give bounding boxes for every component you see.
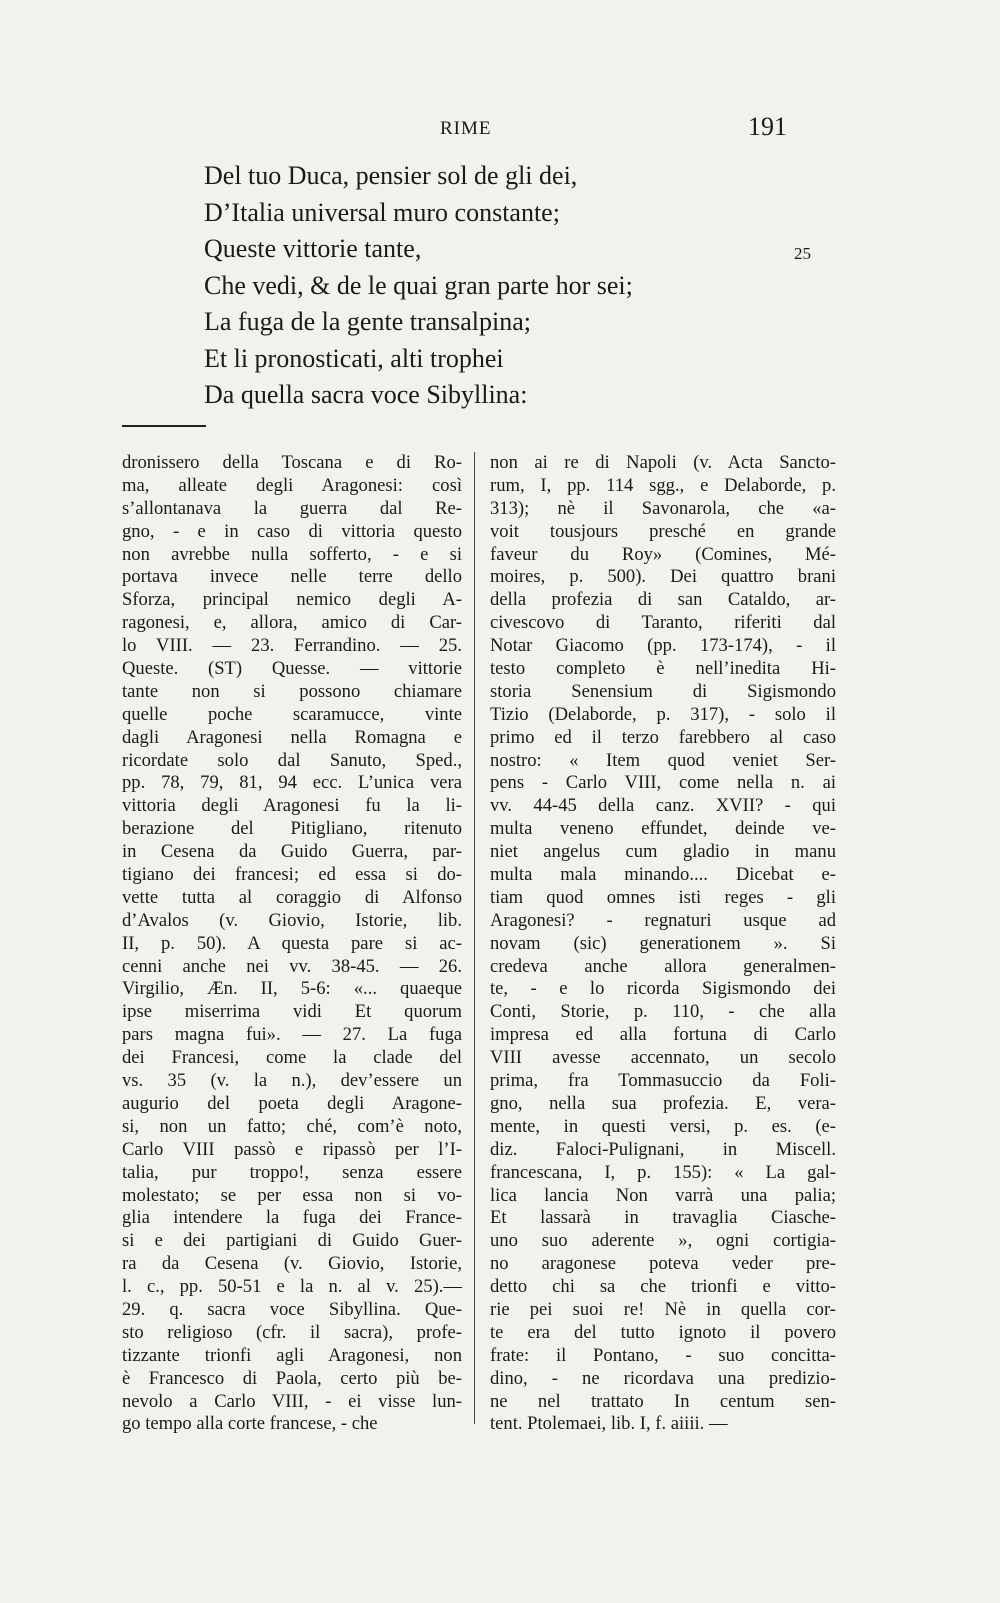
note-line: go tempo alla corte francese, - che — [122, 1413, 378, 1435]
poem-line: Che vedi, & de le quai gran parte hor sei; — [204, 270, 633, 300]
note-line: vs. 35 (v. la n.), dev’essere un — [122, 1070, 462, 1092]
note-line: ipse miserrima vidi Et quorum — [122, 1001, 462, 1023]
note-line: ricordate solo dal Sanuto, Sped., — [122, 749, 462, 771]
note-line: storia Senensium di Sigismondo — [490, 680, 836, 702]
note-line: te era del tutto ignoto il povero — [490, 1321, 836, 1343]
note-line: Aragonesi? - regnaturi usque ad — [490, 909, 836, 931]
note-line: glia intendere la fuga dei France- — [122, 1207, 462, 1229]
note-line: uno suo aderente », ogni cortigia- — [490, 1230, 836, 1252]
page-number: 191 — [748, 112, 787, 141]
poem-line: La fuga de la gente transalpina; — [204, 307, 532, 336]
note-line: te, - e lo ricorda Sigismondo dei — [490, 978, 836, 1000]
note-line: gno, - e in caso di vittoria questo — [122, 520, 462, 542]
note-line: berazione del Pitigliano, ritenuto — [122, 818, 462, 840]
note-line: quelle poche scaramucce, vinte — [122, 703, 462, 725]
note-line: vette tutta al coraggio di Alfonso — [122, 886, 462, 908]
poem-line: Del tuo Duca, pensier sol de gli dei, — [204, 161, 578, 190]
note-line: vittoria degli Aragonesi fu la li- — [122, 795, 462, 817]
note-line: ragonesi, e, allora, amico di Car- — [122, 612, 462, 634]
note-line: credeva anche allora generalmen- — [490, 955, 836, 977]
note-line: Notar Giacomo (pp. 173-174), - il — [490, 635, 836, 657]
note-line: rie pei suoi re! Nè in quella cor- — [490, 1298, 836, 1320]
poem-line: Da quella sacra voce Sibyllina: — [204, 380, 528, 409]
note-line: tent. Ptolemaei, lib. I, f. aiiii. — — [490, 1413, 728, 1435]
note-line: no aragonese poteva veder pre- — [490, 1253, 836, 1275]
note-line: mente, in questi versi, p. es. (e- — [490, 1115, 836, 1137]
note-line: portava invece nelle terre dello — [122, 566, 462, 588]
note-line: si, non un fatto; ché, com’è noto, — [122, 1115, 462, 1137]
note-line: tigiano dei francesi; ed essa si do- — [122, 864, 462, 886]
note-line: detto chi sa che trionfi e vitto- — [490, 1276, 836, 1298]
note-line: gno, nella sua profezia. E, vera- — [490, 1092, 836, 1114]
note-line: voit tousjours presché en grande — [490, 520, 836, 542]
note-line: tizzante trionfi agli Aragonesi, non — [122, 1344, 462, 1366]
note-line: è Francesco di Paola, certo più be- — [122, 1367, 462, 1389]
note-line: augurio del poeta degli Aragone- — [122, 1092, 462, 1114]
note-line: novam (sic) generationem ». Si — [490, 932, 836, 954]
notes-left-column — [122, 452, 462, 1436]
note-line: tiam quod omnes isti reges - gli — [490, 886, 836, 908]
note-line: Et lassarà in travaglia Ciasche- — [490, 1207, 836, 1229]
note-line: francescana, I, p. 155): « La gal- — [490, 1161, 836, 1183]
note-line: Carlo VIII passò e ripassò per l’I- — [122, 1138, 462, 1160]
note-line: talia, pur troppo!, senza essere — [122, 1161, 462, 1183]
note-line: lica lancia Non varrà una palia; — [490, 1184, 836, 1206]
note-line: primo ed il terzo farebbero al caso — [490, 726, 836, 748]
note-line: nevolo a Carlo VIII, - ei visse lun- — [122, 1390, 462, 1412]
note-line: dei Francesi, come la clade del — [122, 1047, 462, 1069]
note-line: niet angelus cum gladio in manu — [490, 841, 836, 863]
note-line: vv. 44-45 della canz. XVII? - qui — [490, 795, 836, 817]
note-line: non avrebbe nulla sofferto, - e si — [122, 543, 462, 565]
note-line: testo completo è nell’inedita Hi- — [490, 658, 836, 680]
note-line: l. c., pp. 50-51 e la n. al v. 25).— — [122, 1276, 462, 1298]
notes-right-column — [490, 452, 836, 1436]
note-line: Virgilio, Æn. II, 5-6: «... quaeque — [122, 978, 462, 1000]
note-line: moires, p. 500). Dei quattro brani — [490, 566, 836, 588]
note-line: 313); nè il Savonarola, che «a- — [490, 497, 836, 519]
note-line: II, p. 50). A questa pare si ac- — [122, 932, 462, 954]
column-divider — [474, 452, 475, 1424]
poem-line: D’Italia universal muro constante; — [204, 197, 560, 227]
note-line: molestato; se per essa non si vo- — [122, 1184, 462, 1206]
poem-line: Et li pronosticati, alti trophei — [204, 343, 504, 373]
poem-stanza — [204, 158, 764, 414]
note-line: ra da Cesena (v. Giovio, Istorie, — [122, 1253, 462, 1275]
note-line: pars magna fui». — 27. La fuga — [122, 1024, 462, 1046]
note-line: prima, fra Tommasuccio da Foli- — [490, 1070, 836, 1092]
verse-line-number: 25 — [794, 244, 811, 263]
note-line: civescovo di Taranto, riferiti dal — [490, 612, 836, 634]
note-line: ne nel trattato In centum sen- — [490, 1390, 836, 1412]
note-line: in Cesena da Guido Guerra, par- — [122, 841, 462, 863]
separator-rule — [122, 425, 206, 427]
note-line: dino, - ne ricordava una predizio- — [490, 1367, 836, 1389]
note-line: ma, alleate degli Aragonesi: così — [122, 474, 462, 496]
note-line: faveur du Roy» (Comines, Mé- — [490, 543, 836, 565]
note-line: Queste. (ST) Quesse. — vittorie — [122, 658, 462, 680]
note-line: rum, I, pp. 114 sgg., e Delaborde, p. — [490, 474, 836, 496]
note-line: dagli Aragonesi nella Romagna e — [122, 726, 462, 748]
note-line: d’Avalos (v. Giovio, Istorie, lib. — [122, 909, 462, 931]
note-line: diz. Faloci-Pulignani, in Miscell. — [490, 1138, 836, 1160]
note-line: della profezia di san Cataldo, ar- — [490, 589, 836, 611]
note-line: lo VIII. — 23. Ferrandino. — 25. — [122, 635, 462, 657]
note-line: s’allontanava la guerra dal Re- — [122, 497, 462, 519]
note-line: Conti, Storie, p. 110, - che alla — [490, 1001, 836, 1023]
poem-line: Queste vittorie tante, — [204, 234, 422, 263]
note-line: multa veneno effundet, deinde ve- — [490, 818, 836, 840]
note-line: impresa ed alla fortuna di Carlo — [490, 1024, 836, 1046]
note-line: sto religioso (cfr. il sacra), profe- — [122, 1321, 462, 1343]
note-line: pens - Carlo VIII, come nella n. ai — [490, 772, 836, 794]
note-line: nostro: « Item quod veniet Ser- — [490, 749, 836, 771]
note-line: cenni anche nei vv. 38-45. — 26. — [122, 955, 462, 977]
note-line: frate: il Pontano, - suo concitta- — [490, 1344, 836, 1366]
note-line: pp. 78, 79, 81, 94 ecc. L’unica vera — [122, 772, 462, 794]
note-line: VIII avesse accennato, un secolo — [490, 1047, 836, 1069]
note-line: multa mala minando.... Dicebat e- — [490, 864, 836, 886]
running-head: RIME — [440, 118, 492, 139]
note-line: tante non si possono chiamare — [122, 680, 462, 702]
note-line: si e dei partigiani di Guido Guer- — [122, 1230, 462, 1252]
note-line: non ai re di Napoli (v. Acta Sancto- — [490, 452, 836, 473]
note-line: 29. q. sacra voce Sibyllina. Que- — [122, 1298, 462, 1320]
note-line: Tizio (Delaborde, p. 317), - solo il — [490, 703, 836, 725]
note-line: dronissero della Toscana e di Ro- — [122, 452, 462, 473]
note-line: Sforza, principal nemico degli A- — [122, 589, 462, 611]
